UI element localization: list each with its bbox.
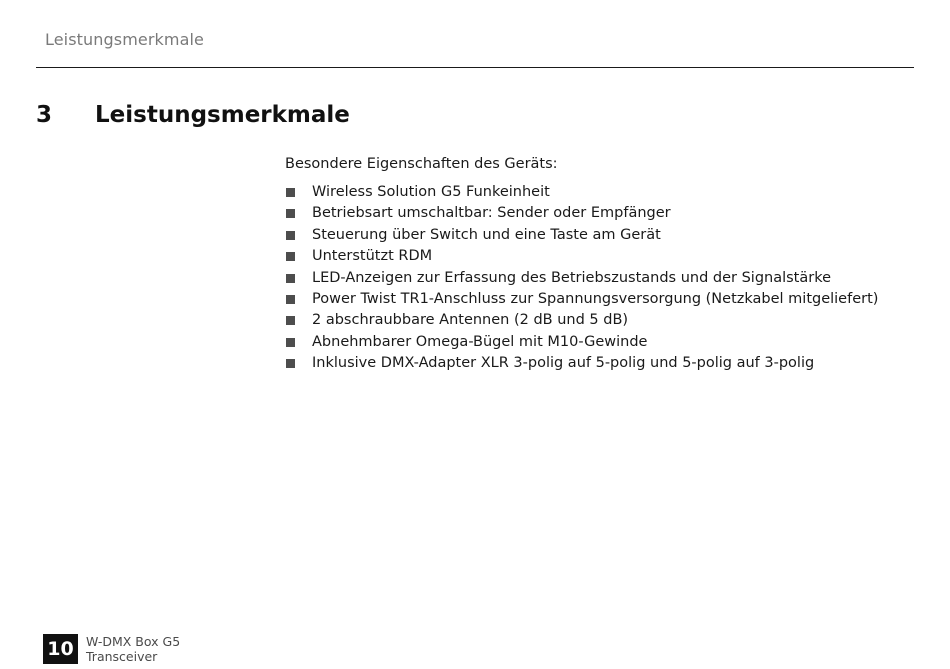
list-item (285, 310, 905, 331)
chapter-title: Leistungsmerkmale (95, 102, 350, 128)
chapter-number: 3 (36, 102, 53, 128)
square-bullet-icon (286, 252, 295, 261)
running-header: Leistungsmerkmale (45, 30, 204, 49)
square-bullet-icon (286, 295, 295, 304)
square-bullet-icon (286, 338, 295, 347)
feature-text: Power Twist TR1-Anschluss zur Spannungsversorgung (Netzkabel mitgeliefert) (312, 290, 879, 307)
feature-text: Betriebsart umschaltbar: Sender oder Empfänger (312, 205, 671, 222)
feature-text: 2 abschraubbare Antennen (2 dB und 5 dB) (312, 312, 629, 329)
square-bullet-icon (286, 231, 295, 240)
square-bullet-icon (286, 209, 295, 218)
footer-product-line-1: W-DMX Box G5 (86, 634, 181, 649)
feature-text: Unterstützt RDM (312, 248, 433, 265)
feature-list (285, 182, 905, 375)
footer-product-name (86, 634, 180, 664)
list-item (285, 353, 905, 374)
footer-product-line-2: Transceiver (86, 649, 158, 664)
feature-text: Steuerung über Switch und eine Taste am Gerät (312, 226, 661, 243)
feature-text: Abnehmbarer Omega-Bügel mit M10-Gewinde (312, 333, 648, 350)
feature-text: LED-Anzeigen zur Erfassung des Betriebszustands und der Signalstärke (312, 269, 832, 286)
intro-text: Besondere Eigenschaften des Geräts: (285, 156, 558, 172)
feature-text: Wireless Solution G5 Funkeinheit (312, 184, 550, 200)
header-divider (36, 67, 914, 68)
list-item (285, 268, 905, 289)
main-content (285, 154, 905, 375)
list-item (285, 246, 905, 267)
list-item (285, 332, 905, 353)
square-bullet-icon (286, 274, 295, 283)
page-number: 10 (43, 634, 78, 664)
square-bullet-icon (286, 359, 295, 368)
list-item (285, 289, 905, 310)
list-item (285, 182, 905, 203)
feature-text: Inklusive DMX-Adapter XLR 3-polig auf 5-polig und 5-polig auf 3-polig (312, 355, 815, 372)
list-item (285, 225, 905, 246)
square-bullet-icon (286, 188, 295, 197)
list-item (285, 203, 905, 224)
square-bullet-icon (286, 316, 295, 325)
